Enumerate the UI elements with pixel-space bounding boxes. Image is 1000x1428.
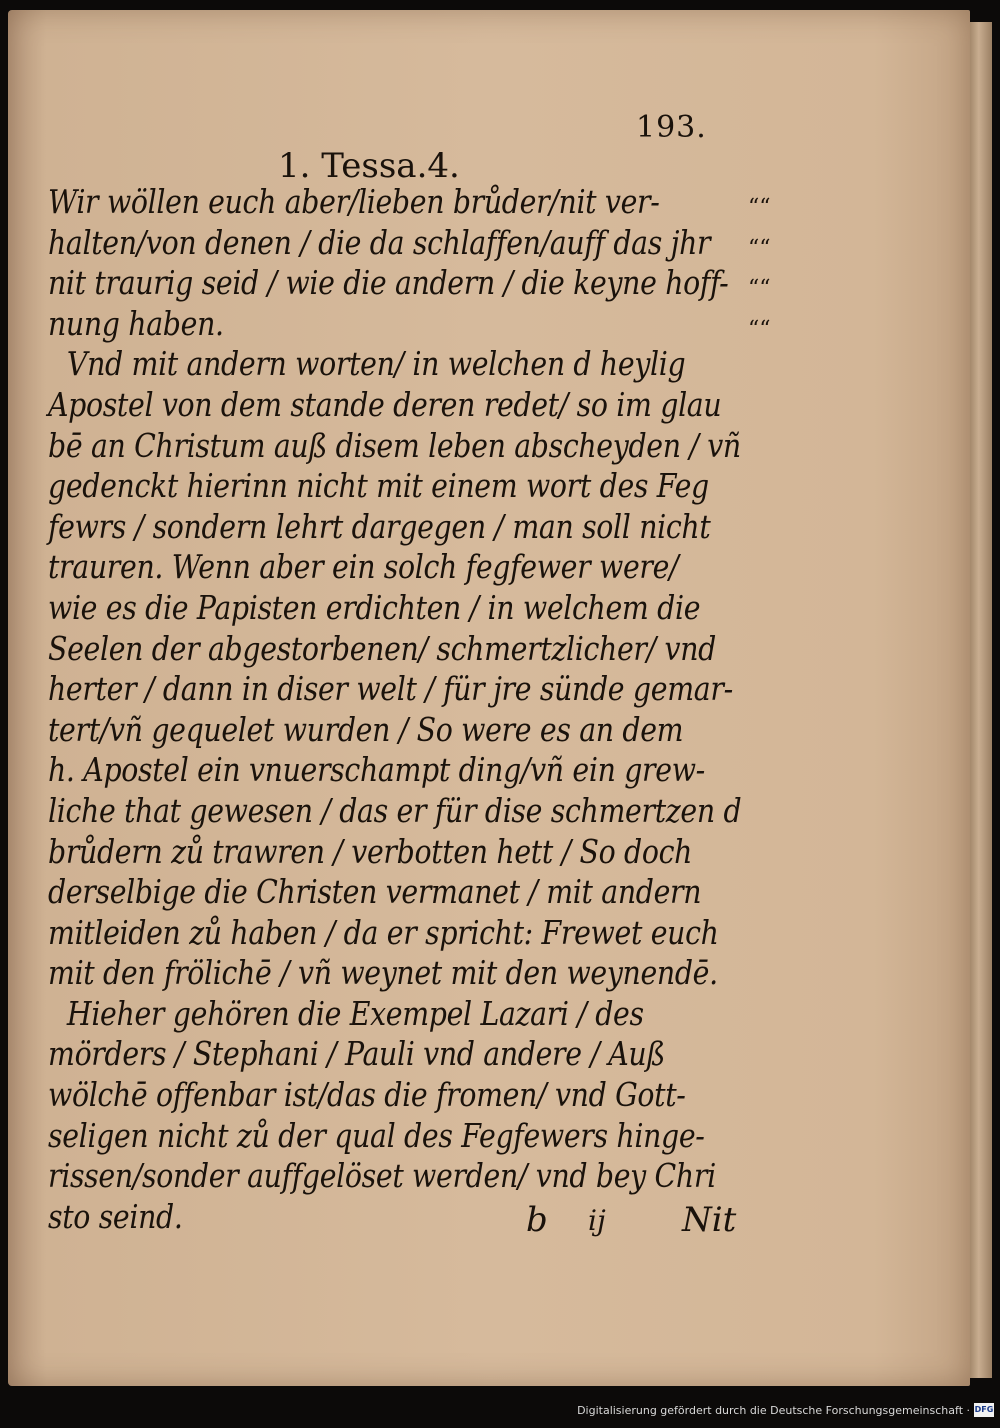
text-line: Seelen der abgestorbenen/ schmertzlicher/ vnd [48,628,716,668]
text-line: nit traurig seid / wie die andern / die keyne hoff- [48,263,729,303]
page-block-edge [970,22,992,1378]
text-line: derselbige die Christen vermanet / mit andern [48,872,702,912]
text-line: mitleiden zů haben / da er spricht: Frewet euch [48,912,719,952]
text-line: mit den frölichē / vñ weynet mit den weynendē. [48,953,718,993]
text-line: wie es die Papisten erdichten / in welchem die [48,587,701,627]
signature-letter: b [526,1200,548,1240]
text-line: h. Apostel ein vnuerschampt ding/vñ ein grew- [48,750,705,790]
text-line: tert/vñ gequelet wurden / So were es an dem [48,709,684,749]
quotation-margin-marks [748,188,798,350]
running-head: 1. Tessa.4. [278,146,460,186]
quote-mark: ““ [748,235,771,261]
digitization-credit: Digitalisierung gefördert durch die Deutsche Forschungsgemeinschaft · [577,1404,970,1417]
text-line: fewrs / sondern lehrt dargegen / man soll nicht [48,506,711,546]
signature-number: ij [588,1204,606,1237]
text-line: liche that gewesen / das er für dise schmertzen d [48,790,742,830]
text-line: Vnd mit andern worten/ in welchen d heylig [66,344,686,384]
text-line: nung haben. [48,303,224,343]
quote-mark: ““ [748,276,771,302]
text-line: Apostel von dem stande deren redet/ so im glau [48,384,722,424]
catchword: Nit [682,1200,737,1240]
text-line: herter / dann in diser welt / für jre sünde gemar- [48,669,733,709]
text-line: wölchē offenbar ist/das die fromen/ vnd Gott- [48,1075,686,1115]
quote-mark: ““ [748,195,771,220]
text-line: seligen nicht zů der qual des Fegfewers hinge- [48,1115,705,1155]
text-line: halten/von denen / die da schlaffen/auff das jhr [48,222,711,262]
text-line: gedenckt hierinn nicht mit einem wort des Feg [48,466,709,506]
text-line: Wir wöllen euch aber/lieben brůder/nit ver- [48,182,660,221]
text-line: rissen/sonder auffgelöset werden/ vnd bey Chri [48,1156,716,1196]
text-line: trauren. Wenn aber ein solch fegfewer were/ [48,547,679,587]
text-line: mörders / Stephani / Pauli vnd andere / Auß [48,1034,665,1074]
text-line: Hieher gehören die Exempel Lazari / des [66,993,644,1033]
dfg-logo-icon: DFG [974,1403,994,1417]
text-line: brůdern zů trawren / verbotten hett / So doch [48,831,693,871]
quote-mark: ““ [748,316,771,342]
book-page [8,10,970,1386]
body-text [48,182,748,1237]
page-number: 193. [636,110,707,145]
text-line: bē an Christum auß disem leben abscheyden / vñ [48,425,741,465]
text-line: sto seind. [48,1196,183,1236]
